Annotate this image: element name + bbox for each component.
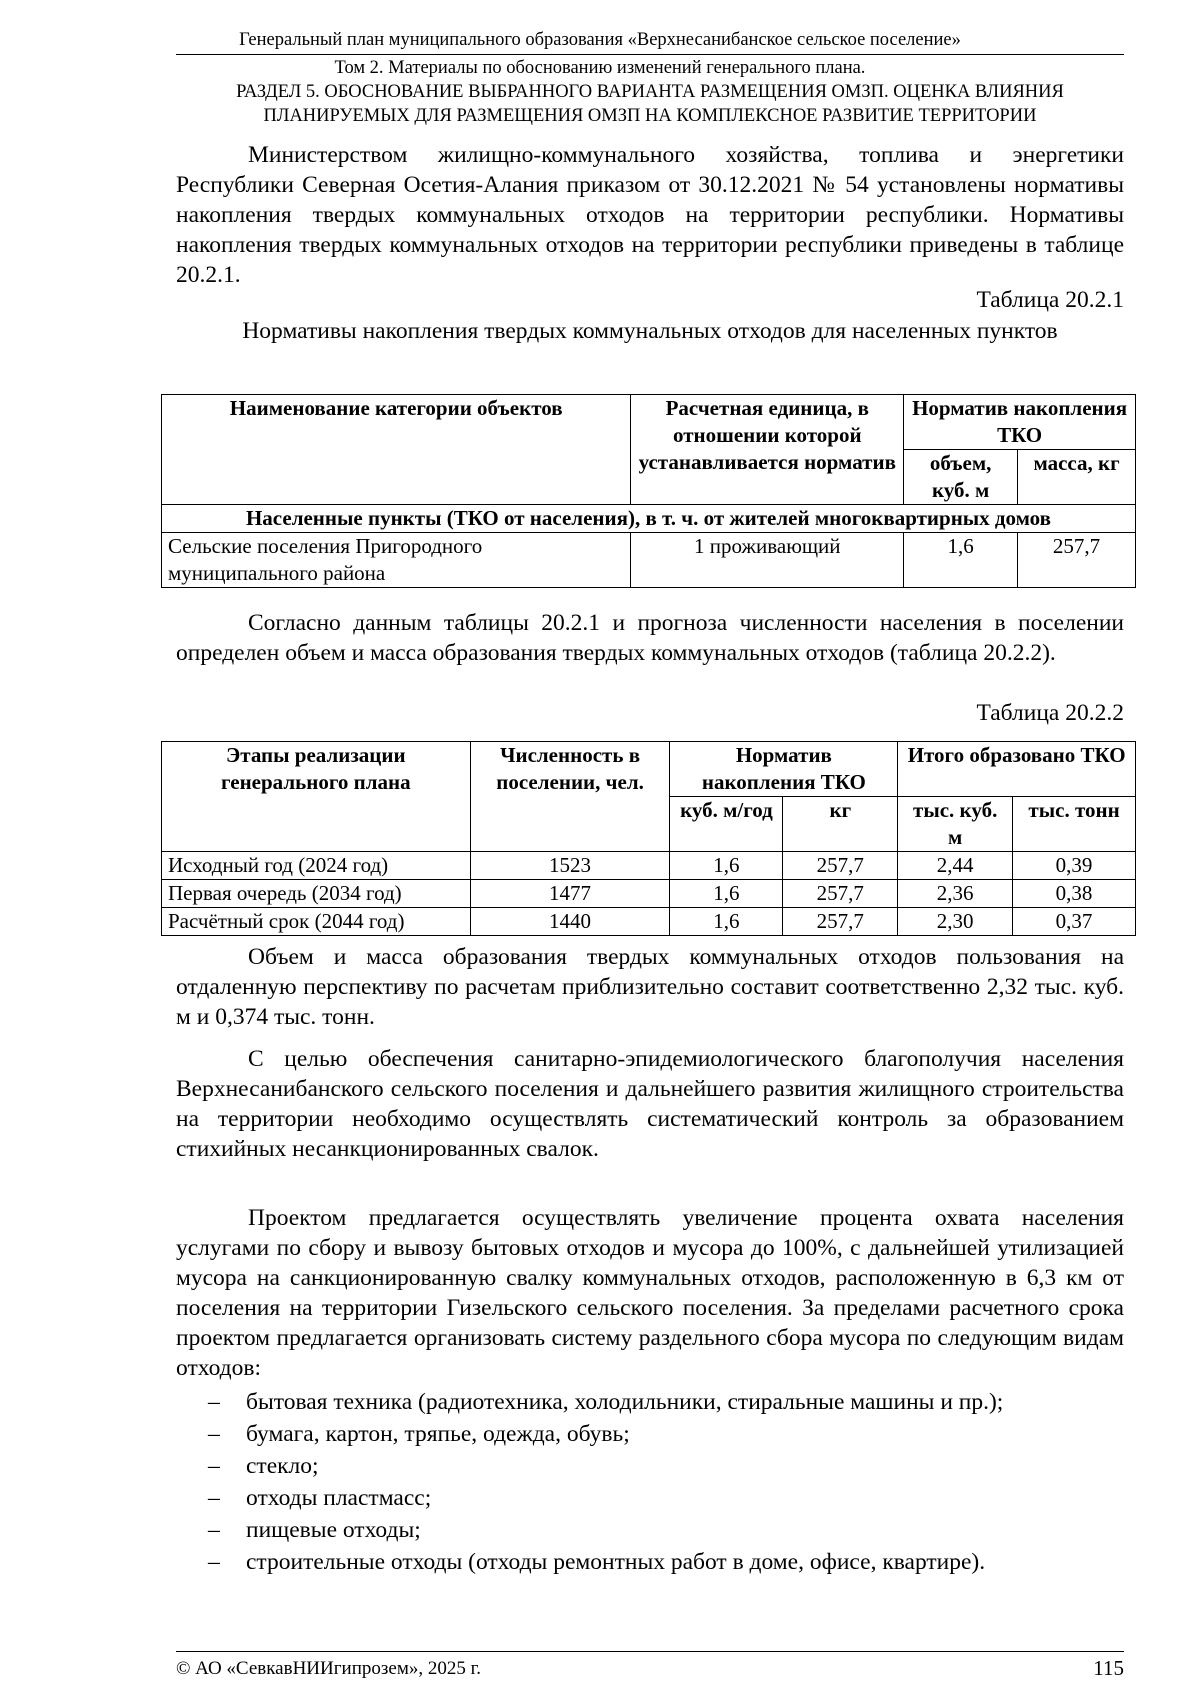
table2-cell-tton: 0,38 xyxy=(1013,880,1136,908)
dash-marker: – xyxy=(208,1389,220,1415)
table-row xyxy=(162,880,1136,908)
paragraph-4: С целью обеспечения санитарно-эпидемиологического благополучия населения Верхнесанибанского сельского поселения и дальнейшего развития жилищного строительства на территории необходимо осуществлять систематический контроль за образованием стихийных несанкционированных свалок. xyxy=(176,1046,1124,1162)
waste-types-list xyxy=(176,1386,1124,1578)
table1-header-volume: объем, куб. м xyxy=(904,450,1018,505)
dash-marker: – xyxy=(208,1421,220,1447)
table-row xyxy=(162,908,1136,936)
table2 xyxy=(161,741,1136,936)
page-number: 115 xyxy=(1093,1656,1124,1680)
table2-header-tcub: тыс. куб. м xyxy=(898,797,1013,852)
table1-group-row: Населенные пункты (ТКО от населения), в т. ч. от жителей многоквартирных домов xyxy=(162,505,1136,533)
table-row xyxy=(162,533,1136,588)
table2-header-norm: Норматив накопления ТКО xyxy=(670,742,898,797)
dash-marker: – xyxy=(208,1549,220,1575)
table2-header-stage: Этапы реализации генерального плана xyxy=(162,742,471,852)
table2-number: Таблица 20.2.2 xyxy=(976,700,1124,726)
table2-cell-tton: 0,37 xyxy=(1013,908,1136,936)
list-item: – пищевые отходы; xyxy=(176,1514,1124,1546)
dash-marker: – xyxy=(208,1453,220,1479)
table2-cell-population: 1440 xyxy=(470,908,670,936)
table2-header-total: Итого образовано ТКО xyxy=(898,742,1136,797)
dash-marker: – xyxy=(208,1485,220,1511)
table2-cell-stage: Расчётный срок (2044 год) xyxy=(162,908,471,936)
paragraph-5: Проектом предлагается осуществлять увеличение процента охвата населения услугами по сбору и вывозу бытовых отходов и мусора до 100%, с дальнейшей утилизацией мусора на санкционированную свалку коммунальных отходов, расположенную в 6,3 км от поселения на территории Гизельского сельского поселения. За пределами расчетного срока проектом предлагается организовать систему раздельного сбора мусора по следующим видам отходов: xyxy=(176,1205,1124,1381)
table2-cell-cub: 1,6 xyxy=(670,880,783,908)
table1-number: Таблица 20.2.1 xyxy=(976,287,1124,313)
table2-cell-stage: Первая очередь (2034 год) xyxy=(162,880,471,908)
dash-marker: – xyxy=(208,1517,220,1543)
table1-title: Нормативы накопления твердых коммунальных отходов для населенных пунктов xyxy=(242,318,1058,344)
footer-divider xyxy=(176,1651,1124,1652)
header-divider xyxy=(176,54,1124,55)
table2-cell-cub: 1,6 xyxy=(670,852,783,880)
list-item: – отходы пластмасс; xyxy=(176,1482,1124,1514)
table2-cell-tcub: 2,44 xyxy=(898,852,1013,880)
table1-header-name: Наименование категории объектов xyxy=(162,395,631,505)
table2-cell-tcub: 2,36 xyxy=(898,880,1013,908)
table2-cell-population: 1523 xyxy=(470,852,670,880)
table2-cell-cub: 1,6 xyxy=(670,908,783,936)
list-item: – строительные отходы (отходы ремонтных работ в доме, офисе, квартире). xyxy=(176,1546,1124,1578)
table1-cell-name: Сельские поселения Пригородного муниципального района xyxy=(162,533,631,588)
table-row xyxy=(162,852,1136,880)
list-item: – бумага, картон, тряпье, одежда, обувь; xyxy=(176,1418,1124,1450)
table2-header-kg: кг xyxy=(783,797,898,852)
table1-header-norm: Норматив накопления ТКО xyxy=(904,395,1136,450)
table2-cell-tcub: 2,30 xyxy=(898,908,1013,936)
list-item: – бытовая техника (радиотехника, холодильники, стиральные машины и пр.); xyxy=(176,1386,1124,1418)
table2-header-population: Численность в поселении, чел. xyxy=(470,742,670,852)
table1-cell-mass: 257,7 xyxy=(1018,533,1136,588)
table2-header-tton: тыс. тонн xyxy=(1013,797,1136,852)
footer-copyright: © АО «СевкавНИИгипрозем», 2025 г. xyxy=(176,1658,481,1679)
document-section-title: РАЗДЕЛ 5. ОБОСНОВАНИЕ ВЫБРАННОГО ВАРИАНТА РАЗМЕЩЕНИЯ ОМЗП. ОЦЕНКА ВЛИЯНИЯ ПЛАНИРУЕМЫХ ДЛЯ РАЗМЕЩЕНИЯ ОМЗП НА КОМПЛЕКСНОЕ РАЗВИТИЕ ТЕРРИТОРИИ xyxy=(236,82,1064,126)
table1-header-unit: Расчетная единица, в отношении которой устанавливается норматив xyxy=(631,395,904,505)
document-header-title: Генеральный план муниципального образования «Верхнесанибанское сельское поселение» xyxy=(239,30,961,50)
table1-cell-unit: 1 проживающий xyxy=(631,533,904,588)
paragraph-2: Согласно данным таблицы 20.2.1 и прогноза численности населения в поселении определен объем и масса образования твердых коммунальных отходов (таблица 20.2.2). xyxy=(176,610,1124,666)
intro-paragraph: Министерством жилищно-коммунального хозяйства, топлива и энергетики Республики Северная Осетия-Алания приказом от 30.12.2021 № 54 установлены нормативы накопления твердых коммунальных отходов на территории республики. Нормативы накопления твердых коммунальных отходов на территории республики приведены в таблице 20.2.1. xyxy=(176,142,1124,288)
table2-cell-stage: Исходный год (2024 год) xyxy=(162,852,471,880)
table2-cell-tton: 0,39 xyxy=(1013,852,1136,880)
table2-cell-kg: 257,7 xyxy=(783,880,898,908)
paragraph-3: Объем и масса образования твердых коммунальных отходов пользования на отдаленную перспективу по расчетам приблизительно составит соответственно 2,32 тыс. куб. м и 0,374 тыс. тонн. xyxy=(176,944,1124,1030)
document-volume: Том 2. Материалы по обоснованию изменений генерального плана. xyxy=(334,58,866,78)
list-item: – стекло; xyxy=(176,1450,1124,1482)
table1-header-mass: масса, кг xyxy=(1018,450,1136,505)
table2-cell-population: 1477 xyxy=(470,880,670,908)
table2-cell-kg: 257,7 xyxy=(783,852,898,880)
table2-cell-kg: 257,7 xyxy=(783,908,898,936)
table1 xyxy=(161,394,1136,588)
table1-cell-volume: 1,6 xyxy=(904,533,1018,588)
table2-header-cub: куб. м/год xyxy=(670,797,783,852)
